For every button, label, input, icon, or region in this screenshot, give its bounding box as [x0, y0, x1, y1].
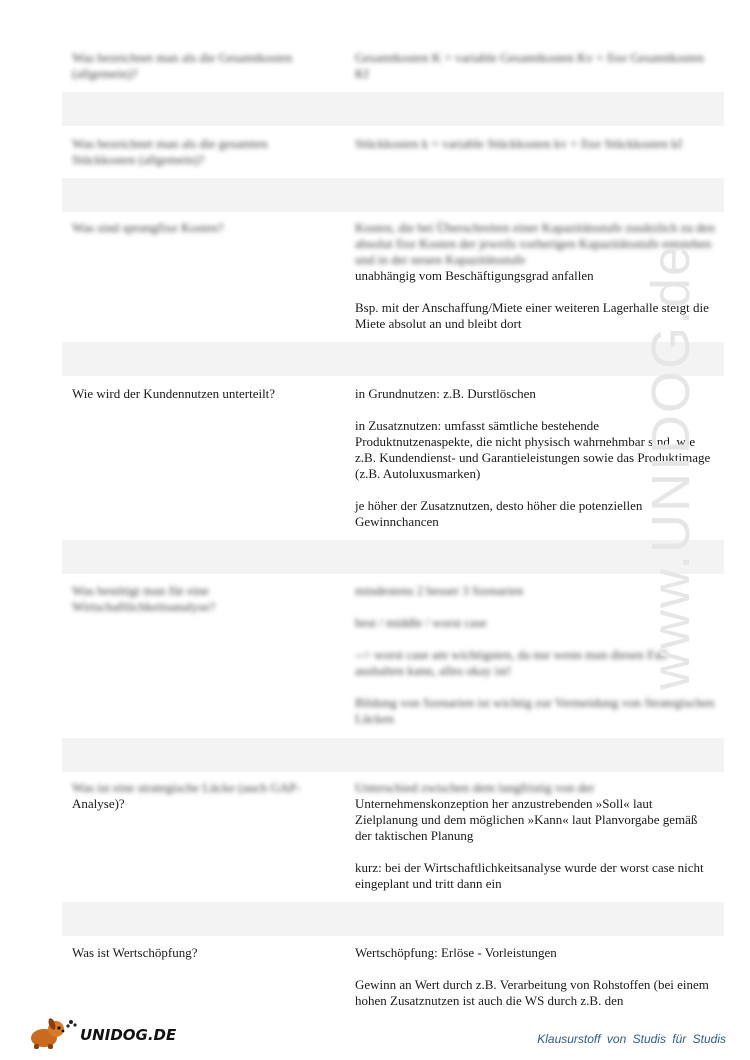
answer-cell [355, 50, 715, 98]
answer-paragraph: --> worst case am wichtigsten, da nur wenn man diesen Fall aushalten kann, alles okay ist! [355, 647, 668, 678]
question-cell: Was benötigt man für eine Wirtschaftlichkeitsanalyse? [72, 583, 216, 614]
answer-cell [355, 780, 715, 908]
answer-paragraph: Unternehmenskonzeption her anzustrebenden »Soll« laut Zielplanung und dem möglichen »Kann« laut Planvorgabe gemäß der taktischen Planung [355, 796, 698, 843]
question-cell [72, 780, 332, 812]
answer-paragraph: Bildung von Szenarien ist wichtig zur Vermeidung von Strategischen Lücken [355, 695, 715, 726]
answer-paragraph: Stückkosten k = variable Stückkosten kv + fixe Stückkosten kf [355, 136, 682, 151]
answer-cell [355, 136, 715, 168]
answer-paragraph: Wertschöpfung: Erlöse - Vorleistungen [355, 945, 557, 960]
row-separator [62, 342, 724, 376]
row-separator [62, 178, 724, 212]
question-blurred-text: Was ist eine strategische Lücke (auch GAP- [72, 780, 301, 795]
answer-paragraph: best / middle / worst case [355, 615, 487, 630]
answer-paragraph: Gesamtkosten K = variable Gesamtkosten Kv + fixe Gesamtkosten Kf [355, 50, 704, 81]
answer-blurred-text: Unterschied zwischen dem langfristig von der [355, 780, 595, 795]
answer-paragraph: je höher der Zusatznutzen, desto höher die potenziellen Gewinnchancen [355, 498, 643, 529]
answer-paragraph: unabhängig vom Beschäftigungsgrad anfallen [355, 268, 594, 283]
answer-paragraph: in Zusatznutzen: umfasst sämtliche bestehende Produktnutzenaspekte, die nicht physisch wahrnehmbar sind, wie z.B. Kundendienst- und Garantieleistungen sowie das Produktimage (z.B. Autoluxusmarken) [355, 418, 711, 481]
answer-blurred-text: Kosten, die bei Überschreiten einer Kapazitätsstufe zusätzlich zu den absolut fixe Kosten der jeweils vorherigen Kapazitätsstufe entstehen und in der neuen Kapazitätsstufe [355, 220, 715, 267]
answer-paragraph: Gewinn an Wert durch z.B. Verarbeitung von Rohstoffen (bei einem hohen Zusatznutzen ist auch die WS durch z.B. den [355, 977, 709, 1008]
question-cell: Was sind sprungfixe Kosten? [72, 220, 224, 235]
question-text: Analyse)? [72, 796, 125, 811]
question-cell: Wie wird der Kundennutzen unterteilt? [72, 386, 276, 401]
answer-paragraph: kurz: bei der Wirtschaftlichkeitsanalyse wurde der worst case nicht eingeplant und tritt dann ein [355, 860, 704, 891]
page-footer [0, 1010, 750, 1060]
answer-paragraph: mindestens 2 besser 3 Szenarien [355, 583, 524, 598]
watermark: www.UNIDOG.de [641, 243, 701, 690]
question-cell: Was bezeichnet man als die Gesamtkosten (allgemein)? [72, 50, 293, 81]
row-separator [62, 540, 724, 574]
answer-paragraph: Bsp. mit der Anschaffung/Miete einer weiteren Lagerhalle steigt die Miete absolut an und bleibt dort [355, 300, 709, 331]
row-separator [62, 92, 724, 126]
answer-paragraph: in Grundnutzen: z.B. Durstlöschen [355, 386, 536, 401]
row-separator [62, 902, 724, 936]
unidog-logo[interactable] [22, 1016, 177, 1050]
logo-text: UNIDOG.DE [80, 1026, 177, 1044]
footer-slogan: Klausurstoff von Studis für Studis [537, 1032, 726, 1046]
dog-icon [22, 1016, 78, 1050]
question-cell: Was bezeichnet man als die gesamten Stückkosten (allgemein)? [72, 136, 268, 167]
question-cell: Was ist Wertschöpfung? [72, 945, 198, 960]
row-separator [62, 738, 724, 772]
